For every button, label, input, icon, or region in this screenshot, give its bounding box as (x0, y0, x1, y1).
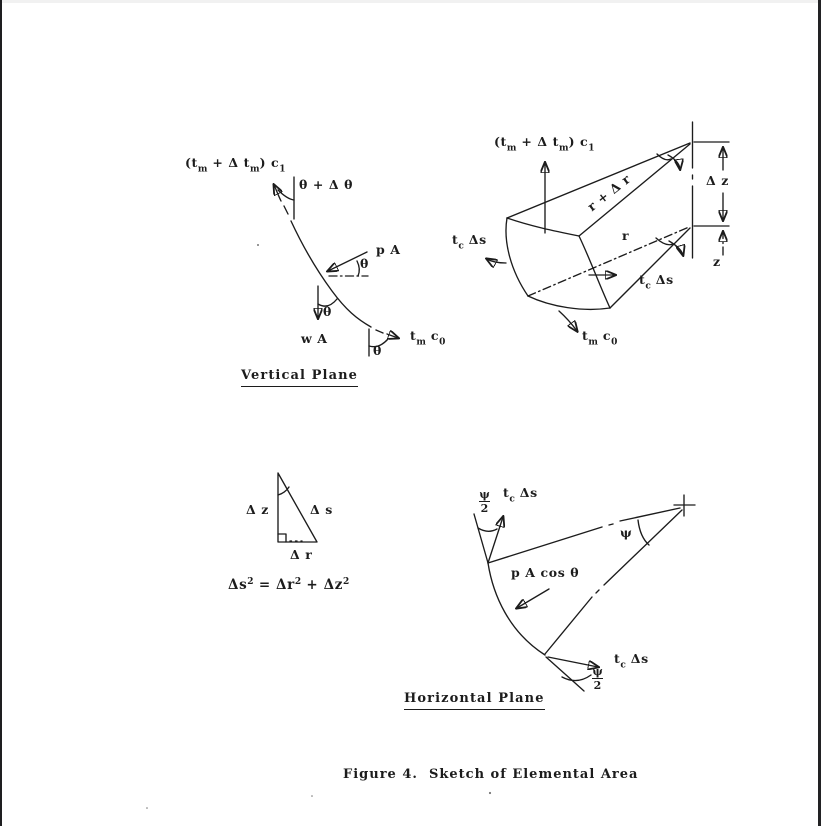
tc-ds-left-arrow (487, 259, 506, 263)
vp-theta-mid-label: θ (323, 304, 332, 319)
upper-tangent-line (474, 514, 488, 563)
vp-weight-label: w A (301, 331, 328, 346)
hp-tc-ds-lower-label: $t_c$ Δs (614, 651, 649, 671)
elemental-area-sketch (487, 122, 729, 331)
ea-tension-lower-label: $t_m$ $c_0$ (582, 328, 618, 348)
frac-numerator: ψ (479, 488, 490, 501)
ea-radius-outer-label: r + Δ r (584, 171, 634, 215)
lower-radial-line (545, 510, 682, 654)
frac-numerator: ψ (592, 665, 603, 678)
hp-psi-label: ψ (620, 525, 633, 540)
frac-denominator: 2 (593, 679, 602, 693)
cable-curve-dash2 (376, 330, 383, 333)
vp-tension-upper-label: ($t_m + \Delta$ $t_m$) $c_1$ (185, 155, 286, 175)
tc-ds-upper-arrow (488, 517, 503, 563)
ea-tension-upper-label: ($t_m + \Delta$ $t_m$) $c_1$ (494, 134, 595, 154)
cable-curve-end-arrow (387, 334, 398, 338)
vertical-plane-sketch (274, 177, 398, 356)
psi-arrow-bottom-apex (669, 241, 683, 255)
ea-tc-ds-right-label: $t_c$ Δs (639, 272, 674, 292)
tension-down-arrow (559, 311, 577, 331)
lower-tangent-line (546, 657, 584, 691)
ea-radius-inner-label: r (622, 228, 630, 243)
horizontal-plane-title: Horizontal Plane (404, 692, 545, 710)
cable-curve-dash (284, 206, 288, 214)
tri-dr-label: Δ r (290, 547, 313, 562)
hp-tc-ds-upper-label: $t_c$ Δs (503, 485, 538, 505)
vertical-plane-title: Vertical Plane (241, 369, 358, 387)
hp-pressure-label: p A cos θ (511, 565, 580, 580)
pythagoras-equation: $\Delta s^2 = \Delta r^2 + \Delta z^2$ (228, 577, 350, 593)
vp-pressure-label: p A (376, 242, 401, 257)
triangle-angle-arc (278, 487, 289, 495)
cable-curve-top-arrow (274, 185, 281, 201)
tri-ds-label: Δ s (310, 502, 333, 517)
patch-left-edge (506, 218, 528, 296)
right-angle-mark (278, 534, 286, 542)
horizontal-plane-sketch (474, 495, 695, 691)
upper-radial-line (488, 508, 680, 563)
tri-dz-label: Δ z (246, 502, 269, 517)
apex-cross (674, 495, 695, 516)
ea-z-label: z (713, 254, 721, 269)
psi-angle-arc (638, 520, 649, 545)
psi-half-arc-upper (478, 528, 497, 531)
vp-theta-pressure-label: θ (360, 256, 369, 271)
vp-theta-lower-label: θ (373, 343, 382, 358)
frac-denominator: 2 (480, 502, 489, 516)
ea-delta-z-label: Δ z (706, 173, 729, 188)
patch-bottom-edge (528, 296, 610, 309)
figure-caption: Figure 4. Sketch of Elemental Area (343, 767, 639, 782)
angle-arc-pressure (357, 261, 359, 276)
pressure-arrow (517, 589, 549, 608)
hp-psi-half-upper-label (479, 489, 490, 514)
vp-angle-upper-label: θ + Δ θ (299, 177, 354, 192)
patch-top-edge (507, 218, 579, 236)
hp-psi-half-lower-label (592, 666, 603, 691)
ea-tc-ds-left-label: $t_c$ Δs (452, 232, 487, 252)
vp-tension-lower-label: $t_m$ $c_0$ (410, 328, 446, 348)
